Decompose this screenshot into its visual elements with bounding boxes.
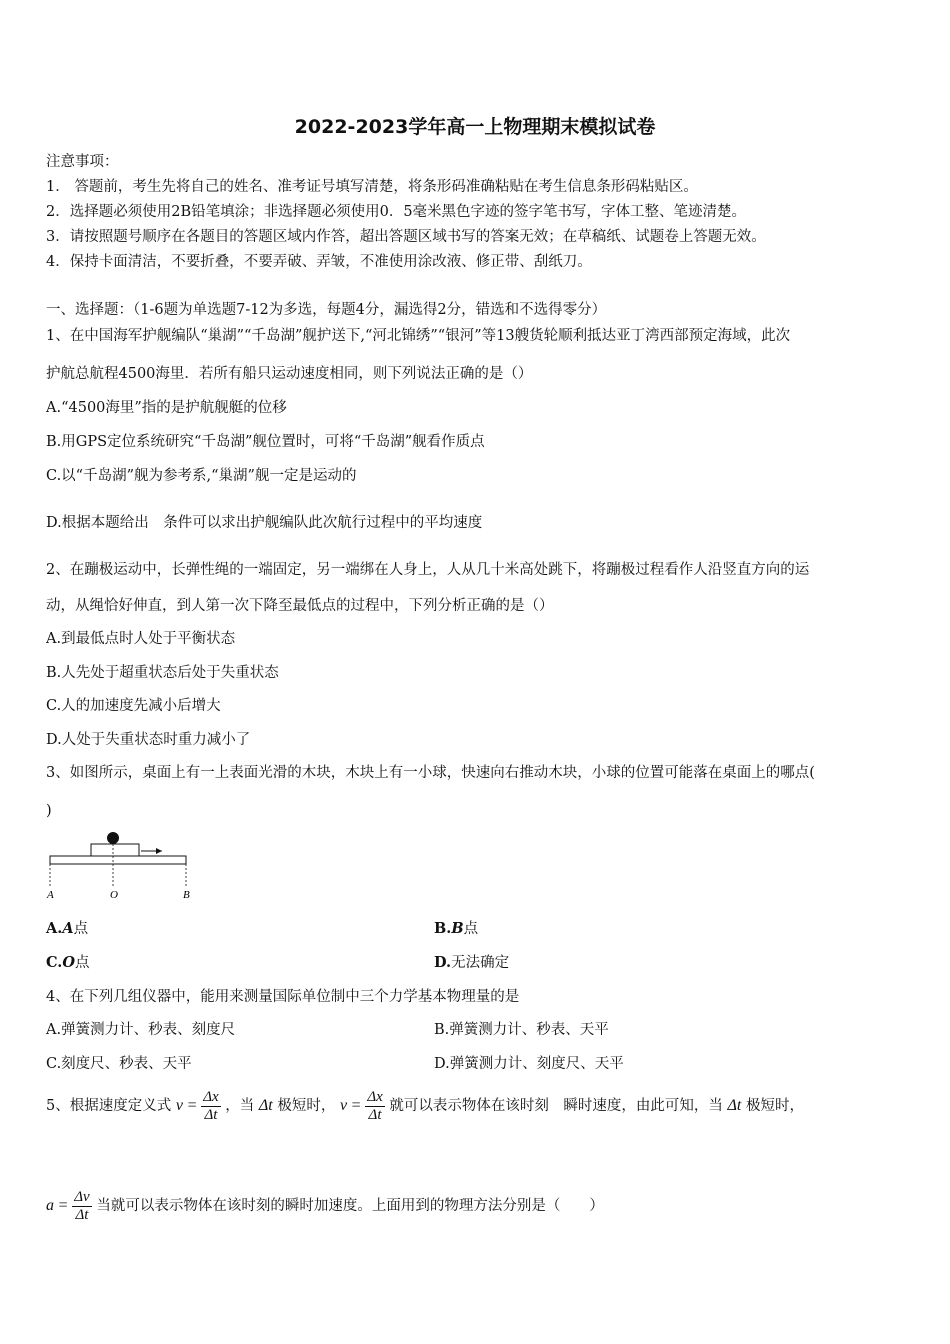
option-b: B.用GPS定位系统研究“千岛湖”舰位置时，可将“千岛湖”舰看作质点 [46,434,485,450]
question-stem: 4、在下列几组仪器中，能用来测量国际单位制中三个力学基本物理量的是 [46,989,520,1005]
question-stem: 3、如图所示，桌面上有一上表面光滑的木块，木块上有一小球，快速向右推动木块，小球的位置可能落在桌面上的哪点( [46,765,815,781]
question-stem: a = $\frac{\Delta v}{\Delta t}$ 当就可以表示物体在该时刻的瞬时加速度。上面用到的物理方法分别是（ ） [46,1188,604,1223]
option-c: C.以“千岛湖”舰为参考系,“巢湖”舰一定是运动的 [46,468,357,484]
ball [107,832,119,844]
option-c: C.O点 [46,954,90,971]
option-b: B.B点 [434,920,479,937]
option-c: C.刻度尺、秒表、天平 [46,1056,192,1072]
notice-item: 3．请按照题号顺序在各题目的答题区域内作答，超出答题区域书写的答案无效；在草稿纸、试题卷上答题无效。 [46,229,766,245]
wood-block [91,844,139,856]
page-title: 2022-2023学年高一上物理期末模拟试卷 [294,116,656,138]
table-surface [50,856,186,864]
block-ball-figure [44,826,194,902]
point-label-o: O [110,889,118,901]
point-label-a: A [47,889,54,901]
point-label-b: B [183,889,190,901]
question-stem: 动，从绳恰好伸直，到人第一次下降至最低点的过程中，下列分析正确的是（） [46,598,554,614]
option-a: A.到最低点时人处于平衡状态 [46,631,236,647]
notice-heading: 注意事项： [46,154,119,170]
notice-item: 4．保持卡面清洁，不要折叠，不要弄破、弄皱，不准使用涂改液、修正带、刮纸刀。 [46,254,592,270]
section-heading: 一、选择题：（1-6题为单选题7-12为多选，每题4分，漏选得2分，错选和不选得零分） [46,302,607,318]
velocity-fraction: $\frac{\Delta x}{\Delta t}$ [203,1088,219,1123]
option-a: A.“4500海里”指的是护航舰艇的位移 [46,400,287,416]
velocity-fraction: $\frac{\Delta x}{\Delta t}$ [367,1088,383,1123]
question-stem: 5、根据速度定义式 v = $\frac{\Delta x}{\Delta t}$ ，当 Δt 极短时， v = $\frac{\Delta x}{\Delta t}$ 就可以表示物体在该时刻 瞬时速度，由此可知，当 Δt 极短时， [46,1088,804,1123]
question-stem: 1、在中国海军护舰编队“巢湖”“千岛湖”舰护送下,“河北锦绣”“银河”等13艘货轮顺利抵达亚丁湾西部预定海域，此次 [46,328,791,344]
question-stem: 护航总航程4500海里．若所有船只运动速度相同，则下列说法正确的是（） [46,366,533,382]
option-d: D.人处于失重状态时重力减小了 [46,732,251,748]
option-a: A.A点 [46,920,89,937]
question-stem: 2、在蹦极运动中，长弹性绳的一端固定，另一端绑在人身上，人从几十米高处跳下，将蹦极过程看作人沿竖直方向的运 [46,562,810,578]
arrow-head [156,848,162,854]
question-stem: ) [46,803,52,819]
option-d: D.无法确定 [434,954,510,971]
notice-item: 2．选择题必须使用2B铅笔填涂；非选择题必须使用0．5毫米黑色字迹的签字笔书写，字体工整、笔迹清楚。 [46,204,747,220]
option-b: B.人先处于超重状态后处于失重状态 [46,665,279,681]
option-c: C.人的加速度先减小后增大 [46,698,221,714]
option-a: A.弹簧测力计、秒表、刻度尺 [46,1022,236,1038]
acceleration-fraction: $\frac{\Delta v}{\Delta t}$ [74,1188,90,1223]
notice-item: 1． 答题前，考生先将自己的姓名、准考证号填写清楚，将条形码准确粘贴在考生信息条形码粘贴区。 [46,179,698,195]
option-b: B.弹簧测力计、秒表、天平 [434,1022,609,1038]
option-d: D.弹簧测力计、刻度尺、天平 [434,1056,624,1072]
option-d: D.根据本题给出 条件可以求出护舰编队此次航行过程中的平均速度 [46,515,483,531]
